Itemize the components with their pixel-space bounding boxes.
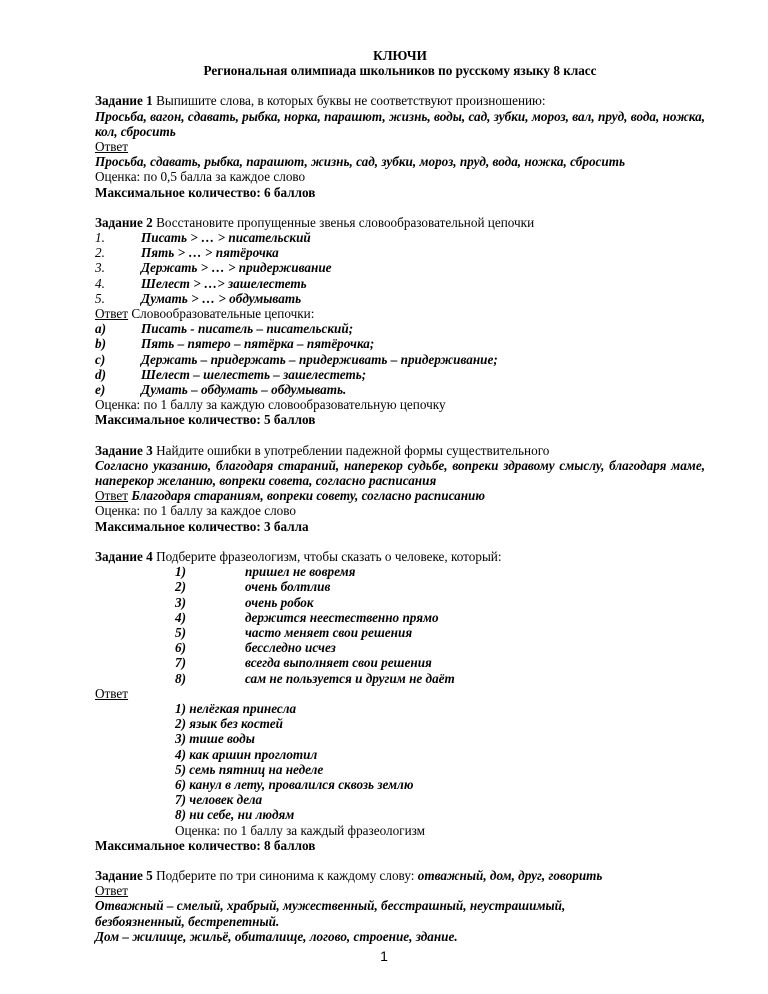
task4-list: [95, 564, 705, 686]
task5-answer-label: Ответ: [95, 883, 129, 899]
task1-words: Просьба, вагон, сдавать, рыбка, норка, парашют, жизнь, воды, сад, зубки, мороз, вал, пруд, вода, ножка, кол, сбросить: [95, 108, 705, 139]
task2-label: Задание 2: [95, 214, 153, 230]
task2-answer-intro: Словообразовательные цепочки:: [128, 306, 315, 322]
task5-prompt: Подберите по три синонима к каждому слову:: [152, 867, 418, 883]
list-item: 4) как аршин проглотил: [175, 746, 318, 762]
task1-answer: Просьба, сдавать, рыбка, парашют, жизнь, сад, зубки, мороз, пруд, вода, ножка, сбросить: [95, 154, 626, 170]
task1-answer-label: Ответ: [95, 139, 129, 155]
list-item: 8) сам не пользуется и другим не даёт: [175, 670, 455, 686]
task3-answer-line: [95, 488, 705, 503]
task2-answer-heading: [95, 306, 705, 321]
task4-heading: [95, 549, 705, 564]
list-item: c) Держать – придержать – придерживать – придерживание;: [95, 351, 498, 367]
list-item: 5. Думать > … > обдумывать: [95, 290, 302, 306]
task4-score: Оценка: по 1 баллу за каждый фразеологизм: [175, 822, 426, 838]
document-page: [95, 48, 705, 944]
task3-answer-label: Ответ: [95, 488, 129, 504]
list-item: 3) очень робок: [175, 594, 314, 610]
task4-max: Максимальное количество: 8 баллов: [95, 837, 316, 853]
list-item: 1) пришел не вовремя: [175, 564, 356, 580]
task5-answer-line: Отважный – смелый, храбрый, мужественный, бесстрашный, неустрашимый,: [95, 898, 566, 914]
list-item: 8) ни себе, ни людям: [175, 807, 295, 823]
task1-score: Оценка: по 0,5 балла за каждое слово: [95, 169, 306, 185]
list-item: d) Шелест – шелестеть – зашелестеть;: [95, 366, 367, 382]
task5-heading: [95, 868, 705, 883]
list-item: 3) тише воды: [175, 731, 255, 747]
list-item: 1) нелёгкая принесла: [175, 700, 297, 716]
task3-heading: [95, 443, 705, 458]
list-item: 4) держится неестественно прямо: [175, 609, 439, 625]
task2-score: Оценка: по 1 баллу за каждую словообразовательную цепочку: [95, 397, 446, 413]
list-item: a) Писать - писатель – писательский;: [95, 321, 354, 337]
list-item: 7) человек дела: [175, 792, 263, 808]
list-item: 2) язык без костей: [175, 716, 283, 732]
list-item: e) Думать – обдумать – обдумывать.: [95, 382, 347, 398]
task3-answer: Благодаря стараниям, вопреки совету, согласно расписанию: [128, 488, 485, 504]
task1-label: Задание 1: [95, 93, 153, 109]
task2-answer-label: Ответ: [95, 306, 129, 322]
task2-answers: [95, 321, 705, 397]
task1-heading: [95, 93, 705, 108]
task5-answer-line: Дом – жилище, жильё, обиталище, логово, строение, здание.: [95, 928, 458, 944]
document-title: КЛЮЧИ: [373, 48, 427, 63]
task3-max: Максимальное количество: 3 балла: [95, 518, 309, 534]
list-item: 6) бесследно исчез: [175, 640, 336, 656]
list-item: b) Пять – пятеро – пятёрка – пятёрочка;: [95, 336, 375, 352]
task3-prompt: Найдите ошибки в употреблении падежной формы существительного: [152, 442, 550, 458]
list-item: 7) всегда выполняет свои решения: [175, 655, 432, 671]
task3-text: Согласно указанию, благодаря стараний, наперекор судьбе, вопреки здравому смыслу, благодаря маме, наперекор желанию, вопреки совета, согласно расписания: [95, 457, 705, 489]
task2-heading: [95, 215, 705, 230]
list-item: 5) семь пятниц на неделе: [175, 761, 324, 777]
task4-answer-label: Ответ: [95, 685, 129, 701]
task2-max: Максимальное количество: 5 баллов: [95, 412, 316, 428]
task2-prompt: Восстановите пропущенные звенья словообразовательной цепочки: [152, 214, 535, 230]
task5-answer-line: безбоязненный, бестрепетный.: [95, 913, 280, 929]
list-item: 3. Держать > … > придерживание: [95, 260, 332, 276]
list-item: 2) очень болтлив: [175, 579, 331, 595]
document-subtitle: Региональная олимпиада школьников по русскому языку 8 класс: [203, 63, 597, 79]
page-number: 1: [380, 948, 388, 964]
list-item: 1. Писать > … > писательский: [95, 230, 311, 246]
task1-prompt: Выпишите слова, в которых буквы не соответствуют произношению:: [152, 93, 546, 109]
task3-score: Оценка: по 1 баллу за каждое слово: [95, 503, 296, 519]
list-item: 6) канул в лету, провалился сквозь землю: [175, 776, 414, 792]
task5-label: Задание 5: [95, 867, 153, 883]
task4-prompt: Подберите фразеологизм, чтобы сказать о человеке, который:: [152, 548, 502, 564]
task4-answers: [95, 701, 705, 838]
list-item: 5) часто меняет свои решения: [175, 624, 413, 640]
task4-label: Задание 4: [95, 548, 153, 564]
list-item: 2. Пять > … > пятёрочка: [95, 245, 279, 261]
task2-list: [95, 230, 705, 306]
task3-label: Задание 3: [95, 442, 153, 458]
task1-max: Максимальное количество: 6 баллов: [95, 184, 316, 200]
task5-words: отважный, дом, друг, говорить: [417, 867, 603, 883]
list-item: 4. Шелест > …> зашелестеть: [95, 275, 307, 291]
